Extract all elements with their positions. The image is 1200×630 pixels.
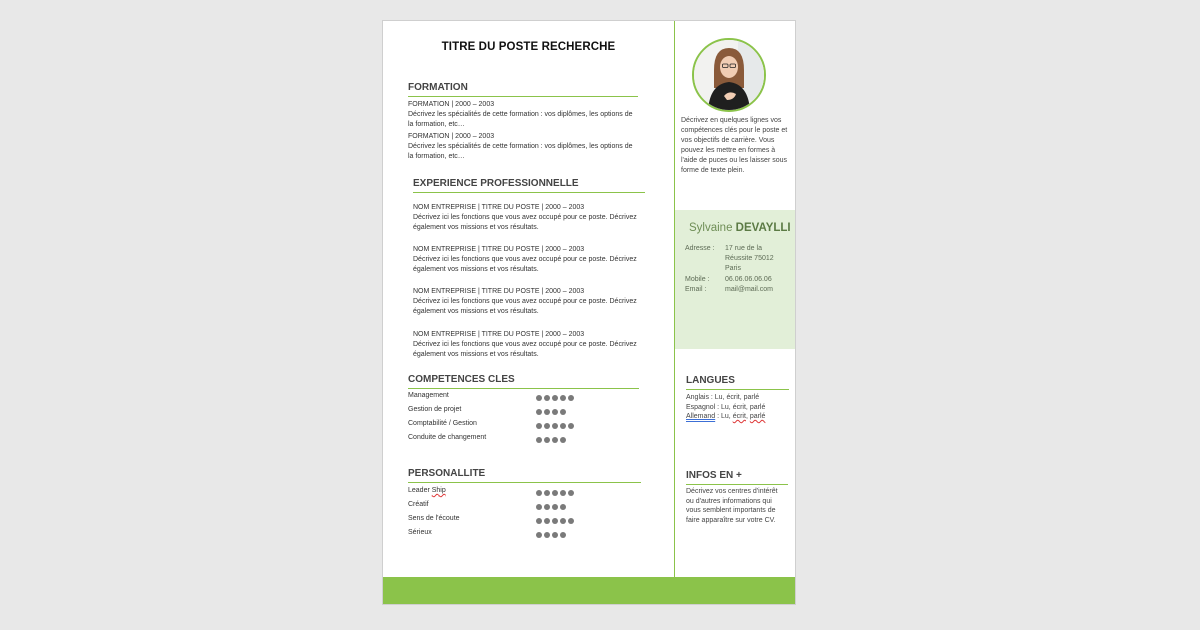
level-dot xyxy=(560,504,566,510)
skill-label: Comptabilité / Gestion xyxy=(408,420,477,427)
skill-row xyxy=(408,406,638,420)
level-dot xyxy=(536,532,542,538)
trait-row xyxy=(408,529,638,543)
level-dot xyxy=(568,423,574,429)
experience-entry-desc: Décrivez ici les fonctions que vous avez occupé pour ce poste. Décrivez également vos missions et vos résultats. xyxy=(413,256,637,273)
trait-level xyxy=(536,504,566,510)
langues-heading: LANGUES xyxy=(686,375,789,390)
skill-row xyxy=(408,392,638,406)
level-dot xyxy=(552,423,558,429)
trait-label xyxy=(408,487,446,495)
level-dot xyxy=(544,395,550,401)
trait-row xyxy=(408,487,638,501)
trait-label-part: Leader xyxy=(408,487,432,494)
experience-entry-desc: Décrivez ici les fonctions que vous avez occupé pour ce poste. Décrivez également vos missions et vos résultats. xyxy=(413,298,637,315)
trait-row xyxy=(408,501,638,515)
level-dot xyxy=(544,504,550,510)
level-dot xyxy=(560,532,566,538)
level-dot xyxy=(560,437,566,443)
cv-page xyxy=(382,20,796,605)
level-dot xyxy=(568,395,574,401)
last-name: DEVAYLLI xyxy=(735,222,791,234)
level-dot xyxy=(568,490,574,496)
level-dot xyxy=(544,437,550,443)
first-name: Sylvaine xyxy=(689,222,736,234)
level-dot xyxy=(536,437,542,443)
level-dot xyxy=(544,518,550,524)
langue-part: parlé xyxy=(749,413,766,420)
trait-label: Sens de l'écoute xyxy=(408,515,460,522)
langue-part: , xyxy=(745,413,750,420)
formation-entry-head: FORMATION | 2000 – 2003 xyxy=(408,101,495,108)
level-dot xyxy=(536,395,542,401)
level-dot xyxy=(536,518,542,524)
level-dot xyxy=(536,504,542,510)
experience-entry-desc: Décrivez ici les fonctions que vous avez occupé pour ce poste. Décrivez également vos missions et vos résultats. xyxy=(413,214,637,231)
skill-level xyxy=(536,395,574,401)
skill-level xyxy=(536,423,574,429)
experience-entry-desc: Décrivez ici les fonctions que vous avez occupé pour ce poste. Décrivez également vos missions et vos résultats. xyxy=(413,341,637,358)
experience-entry-head: NOM ENTREPRISE | TITRE DU POSTE | 2000 – 2003 xyxy=(413,246,585,253)
experience-entry xyxy=(413,330,638,360)
infos-heading: INFOS EN + xyxy=(686,470,788,485)
formation-entry-desc: Décrivez les spécialités de cette formation : vos diplômes, les options de la formation, etc… xyxy=(408,143,633,160)
skill-label: Gestion de projet xyxy=(408,406,462,413)
mobile-value: 06.06.06.06.06 xyxy=(725,276,772,283)
experience-heading: EXPERIENCE PROFESSIONNELLE xyxy=(413,178,645,193)
competences-list xyxy=(408,392,638,448)
experience-entry-head: NOM ENTREPRISE | TITRE DU POSTE | 2000 – 2003 xyxy=(413,288,585,295)
level-dot xyxy=(544,532,550,538)
trait-level xyxy=(536,490,574,496)
formation-entry xyxy=(408,132,636,162)
trait-label: Sérieux xyxy=(408,529,432,536)
skill-level xyxy=(536,409,566,415)
formation-entry xyxy=(408,100,636,130)
experience-entry xyxy=(413,203,638,233)
contact-email xyxy=(685,285,785,295)
right-sidebar xyxy=(675,21,796,577)
trait-label-part: Ship xyxy=(431,487,446,494)
langue-item: Anglais : Lu, écrit, parlé xyxy=(686,394,760,401)
infos-text: Décrivez vos centres d'intérêt ou d'autres informations qui vous semblent importants de faire apparaître sur votre CV. xyxy=(686,488,778,524)
experience-entry-head: NOM ENTREPRISE | TITRE DU POSTE | 2000 – 2003 xyxy=(413,331,585,338)
profile-photo-svg xyxy=(694,40,764,110)
level-dot xyxy=(536,409,542,415)
email-value: mail@mail.com xyxy=(725,286,773,293)
level-dot xyxy=(552,518,558,524)
langue-item: Espagnol : Lu, écrit, parlé xyxy=(686,403,766,411)
skill-row xyxy=(408,420,638,434)
profile-photo-icon xyxy=(692,38,766,112)
skill-row xyxy=(408,434,638,448)
formation-heading: FORMATION xyxy=(408,82,638,97)
level-dot xyxy=(544,409,550,415)
level-dot xyxy=(560,518,566,524)
mobile-label: Mobile : xyxy=(685,276,710,283)
trait-row xyxy=(408,515,638,529)
personnalite-heading: PERSONALLITE xyxy=(408,468,641,483)
competences-heading: COMPETENCES CLES xyxy=(408,374,639,389)
level-dot xyxy=(536,423,542,429)
personnalite-list xyxy=(408,487,638,543)
level-dot xyxy=(560,423,566,429)
level-dot xyxy=(552,395,558,401)
level-dot xyxy=(536,490,542,496)
level-dot xyxy=(552,437,558,443)
formation-entry-head: FORMATION | 2000 – 2003 xyxy=(408,133,495,140)
experience-entry xyxy=(413,245,638,275)
formation-entry-desc: Décrivez les spécialités de cette formation : vos diplômes, les options de la formation, etc… xyxy=(408,111,633,128)
profile-intro: Décrivez en quelques lignes vos compétences clés pour le poste et vos objectifs de carrière. Vous pouvez les mettre en formes à l'aide de puces ou les laisser sous forme de texte plein. xyxy=(681,117,788,174)
experience-entry-head: NOM ENTREPRISE | TITRE DU POSTE | 2000 – 2003 xyxy=(413,204,585,211)
langue-part: : Lu, xyxy=(715,413,733,420)
level-dot xyxy=(544,423,550,429)
address-label: Adresse : xyxy=(685,245,715,252)
level-dot xyxy=(568,518,574,524)
trait-label: Créatif xyxy=(408,501,429,508)
level-dot xyxy=(560,409,566,415)
page-title: TITRE DU POSTE RECHERCHE xyxy=(441,41,616,53)
skill-label: Management xyxy=(408,392,449,399)
email-label: Email : xyxy=(685,286,707,293)
langue-part: écrit xyxy=(732,413,746,420)
address-value: 17 rue de la Réussite 75012 Paris xyxy=(725,245,774,272)
skill-label: Conduite de changement xyxy=(408,434,487,441)
trait-level xyxy=(536,532,566,538)
skill-level xyxy=(536,437,566,443)
langue-name: Allemand xyxy=(686,413,716,420)
footer-bar xyxy=(383,577,796,605)
level-dot xyxy=(560,490,566,496)
level-dot xyxy=(544,490,550,496)
level-dot xyxy=(560,395,566,401)
level-dot xyxy=(552,490,558,496)
contact-box xyxy=(675,210,796,349)
candidate-name xyxy=(689,222,791,234)
contact-mobile xyxy=(685,275,785,285)
level-dot xyxy=(552,409,558,415)
level-dot xyxy=(552,504,558,510)
langue-item xyxy=(686,412,765,422)
contact-address xyxy=(685,244,785,274)
trait-level xyxy=(536,518,574,524)
left-column xyxy=(383,21,674,577)
experience-entry xyxy=(413,287,638,317)
level-dot xyxy=(552,532,558,538)
